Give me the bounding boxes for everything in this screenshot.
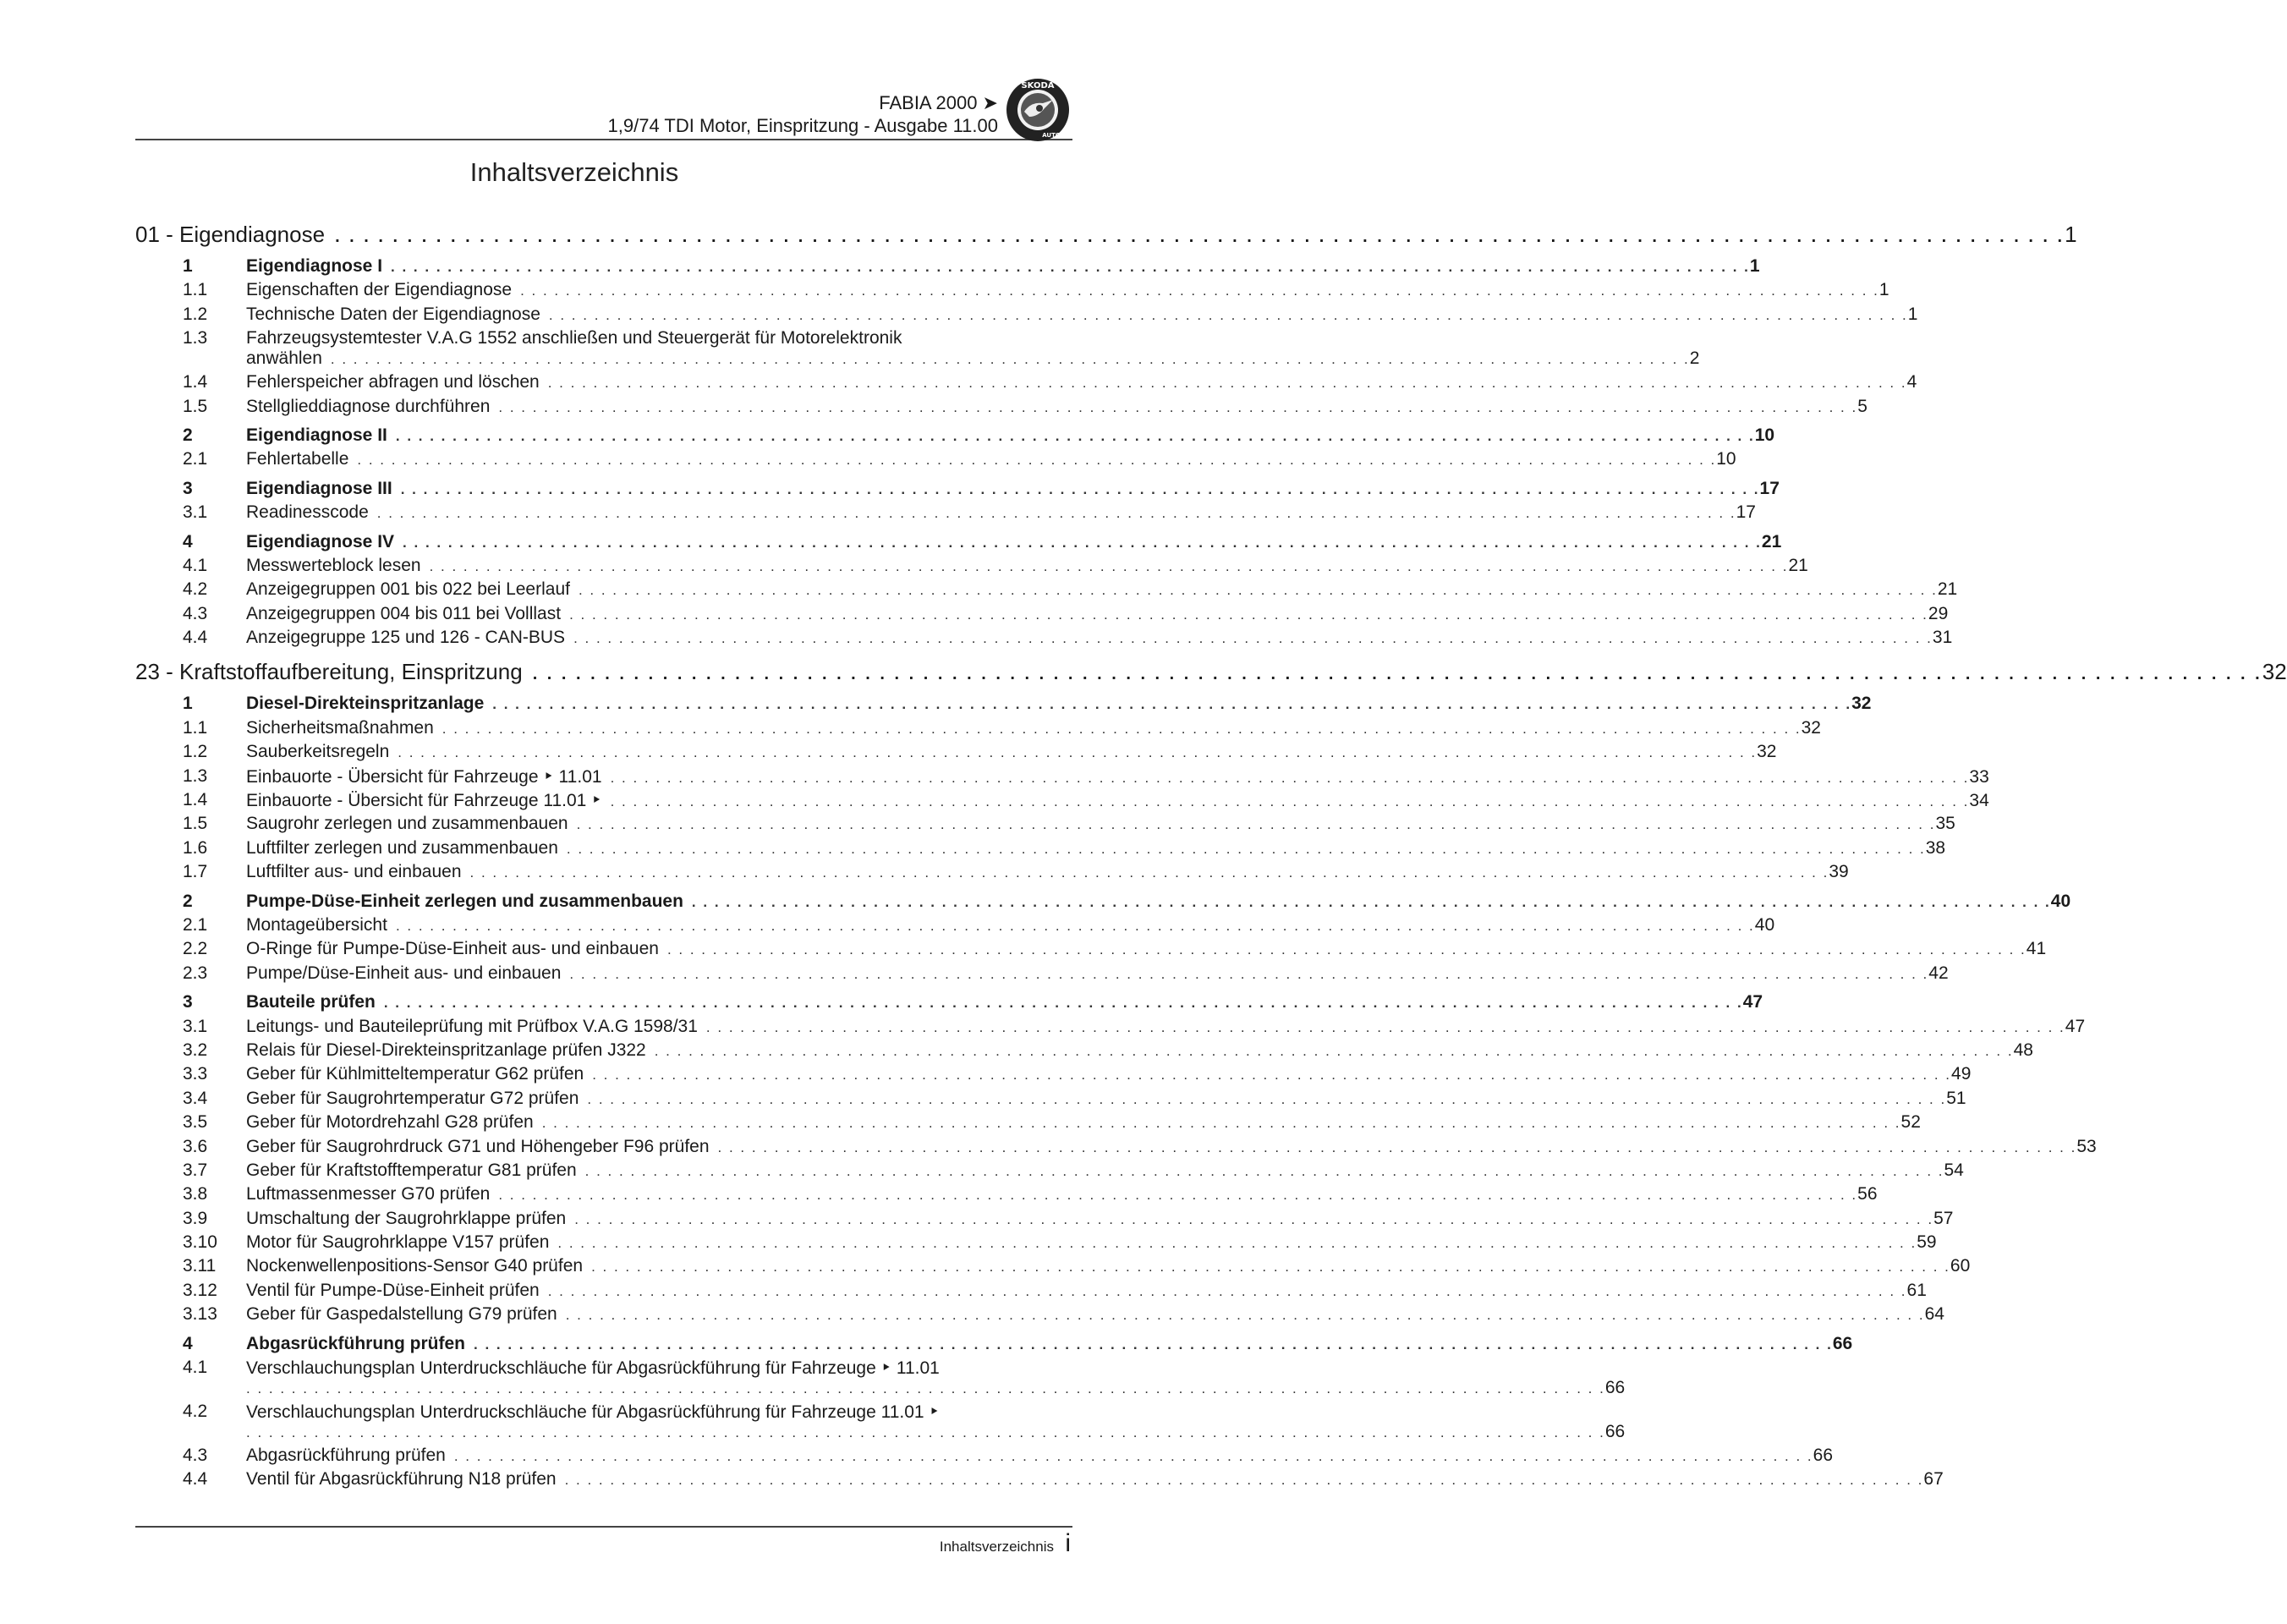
- entry-page: 21: [1788, 555, 1808, 575]
- entry-title: Eigendiagnose II: [246, 425, 387, 445]
- entry-line: [246, 790, 1989, 811]
- entry-line: [246, 1280, 1927, 1301]
- subsection-entry: [135, 1086, 1966, 1110]
- entry-page: 17: [1759, 478, 1780, 498]
- entry-title: Eigenschaften der Eigendiagnose: [246, 280, 513, 300]
- entry-line: [246, 478, 1780, 499]
- entry-line: [246, 1040, 2033, 1061]
- entry-number: 3.2: [183, 1040, 208, 1060]
- dot-leader: . . . . . . . . . . . . . . . . . . . . . . . . . . . . . . . . . . . . . . . . . . . . . . . . . . . . . . . . . . . . . . . . . . . . . . . . . . . . . . . . . . . . . . . . . . . . . . . . . . . . . . . . . . . . . . . . . . . . . . . .: [592, 1067, 1952, 1084]
- entry-number: 2.3: [183, 963, 208, 983]
- dot-leader: . . . . . . . . . . . . . . . . . . . . . . . . . . . . . . . . . . . . . . . . . . . . . . . . . . . . . . . . . . . . . . . . . . . . . . . . . . . . . . . . . . . . . . . . . . . . . . . . . . . . . . . . . . . . . . . . . . . . . . . .: [569, 965, 1929, 982]
- entry-page: 56: [1857, 1184, 1878, 1204]
- dot-leader: . . . . . . . . . . . . . . . . . . . . . . . . . . . . . . . . . . . . . . . . . . . . . . . . . . . . . . . . . . . . . . . . . . . . . . . . . . . . . . . . . . . . . . . . . . . . . . . . . . . . . . . . . . . . . . . . . . . . . . . .: [395, 917, 1755, 934]
- entry-page: 59: [1917, 1232, 1937, 1253]
- entry-title: Fehlerspeicher abfragen und löschen: [246, 372, 540, 392]
- entry-line: [246, 425, 1775, 446]
- entry-title-continued: anwählen: [246, 348, 322, 369]
- entry-page: 41: [2026, 939, 2047, 959]
- svg-text:AUTO: AUTO: [1042, 132, 1061, 139]
- entry-line: [246, 372, 1917, 392]
- entry-page: 67: [1923, 1469, 1944, 1490]
- entry-number: 4.2: [183, 579, 208, 600]
- subsection-entry: [135, 739, 1777, 763]
- entry-line: [246, 1136, 2097, 1157]
- entry-title: Pumpe-Düse-Einheit zerlegen und zusammenbauen: [246, 891, 683, 911]
- entry-number: 3.11: [183, 1256, 217, 1276]
- section-entry: [135, 254, 1760, 277]
- subsection-entry: [135, 1134, 2097, 1158]
- entry-number: 4: [183, 531, 193, 551]
- entry-title: Technische Daten der Eigendiagnose: [246, 304, 540, 324]
- entry-line: [246, 963, 1949, 984]
- entry-page: 51: [1946, 1088, 1966, 1108]
- entry-line: [246, 1232, 1937, 1253]
- entry-number: 1.2: [183, 742, 208, 762]
- entry-line: [246, 1333, 1853, 1354]
- entry-number: 3.1: [183, 1016, 208, 1036]
- entry-line: [246, 1378, 1626, 1398]
- dot-leader: . . . . . . . . . . . . . . . . . . . . . . . . . . . . . . . . . . . . . . . . . . . . . . . . . . . . . . . . . . . . . . . . . . . . . . . . . . . . . . . . . . . . . . . . . . . . . . . . . . . . . . . . . . . . . . . . . . . . . . . .: [335, 228, 2065, 246]
- dot-leader: . . . . . . . . . . . . . . . . . . . . . . . . . . . . . . . . . . . . . . . . . . . . . . . . . . . . . . . . . . . . . . . . . . . . . . . . . . . . . . . . . . . . . . . . . . . . . . . . . . . . . . . . . . . . . . . . . . . . . . . .: [532, 665, 2262, 684]
- footer-rule: [135, 1526, 1072, 1528]
- entry-number: 3.10: [183, 1232, 217, 1253]
- dot-leader: . . . . . . . . . . . . . . . . . . . . . . . . . . . . . . . . . . . . . . . . . . . . . . . . . . . . . . . . . . . . . . . . . . . . . . . . . . . . . . . . . . . . . . . . . . . . . . . . . . . . . . . . . . . . . . . . . . . . . . . .: [547, 1282, 1907, 1299]
- entry-line: [246, 579, 1958, 600]
- dot-leader: . . . . . . . . . . . . . . . . . . . . . . . . . . . . . . . . . . . . . . . . . . . . . . . . . . . . . . . . . . . . . . . . . . . . . . . . . . . . . . . . . . . . . . . . . . . . . . . . . . . . . . . . . . . . . . . . . . . . . . . .: [357, 452, 1717, 469]
- entry-line: [246, 603, 1949, 624]
- chapter-heading: [135, 220, 2077, 254]
- subsection-entry: [135, 500, 1756, 524]
- dot-leader: . . . . . . . . . . . . . . . . . . . . . . . . . . . . . . . . . . . . . . . . . . . . . . . . . . . . . . . . . . . . . . . . . . . . . . . . . . . . . . . . . . . . . . . . . . . . . . . . . . . . . . . . . . . . . . . . . . . . . . . .: [569, 606, 1928, 623]
- entry-page: 42: [1928, 963, 1949, 983]
- entry-line: [246, 1088, 1966, 1109]
- entry-page: 34: [1969, 791, 1989, 811]
- entry-number: 3: [183, 992, 193, 1012]
- entry-page: 21: [1937, 579, 1958, 600]
- entry-page: 60: [1950, 1256, 1971, 1276]
- subsection-entry: [135, 913, 1775, 936]
- entry-number: 1.1: [183, 280, 208, 300]
- entry-title: Verschlauchungsplan Unterdruckschläuche für Abgasrückführung für Fahrzeuge 11.01 ‣: [246, 1402, 940, 1423]
- entry-number: 3.12: [183, 1280, 217, 1300]
- subsection-entry: [135, 764, 1989, 787]
- dot-leader: . . . . . . . . . . . . . . . . . . . . . . . . . . . . . . . . . . . . . . . . . . . . . . . . . . . . . . . . . . . . . . . . . . . . . . . . . . . . . . . . . . . . . . . . . . . . . . . . . . . . . . . . . . . . . . . . . . . . . . . .: [429, 557, 1789, 574]
- entry-number: 2: [183, 425, 193, 445]
- skoda-logo: [1006, 78, 1070, 142]
- entry-number: 1.5: [183, 396, 208, 416]
- entry-number: 3.3: [183, 1064, 208, 1084]
- entry-page: 29: [1928, 603, 1949, 623]
- entry-number: 1.7: [183, 862, 208, 882]
- entry-line: [246, 628, 1953, 648]
- entry-number: 1.4: [183, 790, 208, 810]
- entry-title: Luftmassenmesser G70 prüfen: [246, 1184, 491, 1204]
- entry-title: Geber für Motordrehzahl G28 prüfen: [246, 1112, 534, 1133]
- entry-line: [246, 449, 1736, 469]
- entry-page: 57: [1933, 1208, 1954, 1228]
- entry-line: [246, 742, 1777, 762]
- entry-line: [246, 1184, 1878, 1204]
- entry-number: 4.1: [183, 555, 208, 575]
- subsection-entry: [135, 625, 1953, 649]
- entry-line: [246, 1422, 1626, 1442]
- entry-line: [246, 914, 1775, 935]
- entry-number: 1: [183, 256, 193, 276]
- dot-leader: . . . . . . . . . . . . . . . . . . . . . . . . . . . . . . . . . . . . . . . . . . . . . . . . . . . . . . . . . . . . . . . . . . . . . . . . . . . . . . . . . . . . . . . . . . . . . . . . . . . . . . . . . . . . . . . . . . . . . . . .: [469, 864, 1829, 881]
- entry-number: 3.9: [183, 1208, 208, 1228]
- entry-number: 2.1: [183, 914, 208, 935]
- dot-leader: . . . . . . . . . . . . . . . . . . . . . . . . . . . . . . . . . . . . . . . . . . . . . . . . . . . . . . . . . . . . . . . . . . . . . . . . . . . . . . . . . . . . . . . . . . . . . . . . . . . . . . . . . . . . . . . . . . . . . . . .: [492, 696, 1852, 713]
- entry-line: [246, 1446, 1834, 1466]
- subsection-entry: [135, 394, 1867, 418]
- entry-title: Eigendiagnose III: [246, 478, 392, 498]
- entry-title: Geber für Saugrohrdruck G71 und Höhengeber F96 prüfen: [246, 1136, 710, 1156]
- entry-title: Readinesscode: [246, 502, 369, 523]
- dot-leader: . . . . . . . . . . . . . . . . . . . . . . . . . . . . . . . . . . . . . . . . . . . . . . . . . . . . . . . . . . . . . . . . . . . . . . . . . . . . . . . . . . . . . . . . . . . . . . . . . . . . . . . . . . . . . . . . . . . . . . . .: [691, 893, 2051, 910]
- entry-line: [246, 256, 1760, 277]
- entry-page: 53: [2076, 1136, 2097, 1156]
- entry-title: Luftfilter aus- und einbauen: [246, 862, 462, 882]
- header-subtitle: 1,9/74 TDI Motor, Einspritzung - Ausgabe 11.00: [607, 115, 998, 136]
- entry-title: Fahrzeugsystemtester V.A.G 1552 anschließen und Steuergerät für Motorelektronik: [246, 328, 902, 348]
- dot-leader: . . . . . . . . . . . . . . . . . . . . . . . . . . . . . . . . . . . . . . . . . . . . . . . . . . . . . . . . . . . . . . . . . . . . . . . . . . . . . . . . . . . . . . . . . . . . . . . . . . . . . . . . . . . . . . . . . . . . . . . .: [246, 1424, 1605, 1441]
- entry-title: Relais für Diesel-Direkteinspritzanlage prüfen J322: [246, 1040, 646, 1060]
- entry-title: Motor für Saugrohrklappe V157 prüfen: [246, 1232, 550, 1253]
- chapter-title: 01 - Eigendiagnose: [135, 222, 326, 247]
- entry-number: 3.13: [183, 1304, 217, 1325]
- entry-page: 21: [1761, 531, 1782, 551]
- entry-title: Luftfilter zerlegen und zusammenbauen: [246, 837, 558, 858]
- entry-number: 1.3: [183, 765, 208, 786]
- section-entry: [135, 990, 1763, 1013]
- entry-page: 61: [1906, 1280, 1927, 1300]
- subsection-entry: [135, 1443, 1834, 1467]
- entry-line: [246, 555, 1808, 576]
- entry-line: [246, 939, 2047, 959]
- dot-leader: . . . . . . . . . . . . . . . . . . . . . . . . . . . . . . . . . . . . . . . . . . . . . . . . . . . . . . . . . . . . . . . . . . . . . . . . . . . . . . . . . . . . . . . . . . . . . . . . . . . . . . . . . . . . . . . . . . . . . . . .: [578, 582, 1938, 599]
- entry-page: 10: [1716, 449, 1736, 469]
- entry-line: [246, 717, 1821, 738]
- entry-page: 40: [1754, 914, 1775, 935]
- entry-page: 1: [1907, 304, 1918, 324]
- entry-title: Sauberkeitsregeln: [246, 742, 390, 762]
- entry-page: 5: [1857, 396, 1867, 416]
- entry-line: [246, 1112, 1921, 1133]
- entry-title: Geber für Saugrohrtemperatur G72 prüfen: [246, 1088, 579, 1108]
- entry-line: [246, 992, 1763, 1012]
- subsection-entry: [135, 1278, 1927, 1302]
- section-entry: [135, 1331, 1853, 1355]
- chapter-title: 23 - Kraftstoffaufbereitung, Einspritzung: [135, 659, 523, 685]
- dot-leader: . . . . . . . . . . . . . . . . . . . . . . . . . . . . . . . . . . . . . . . . . . . . . . . . . . . . . . . . . . . . . . . . . . . . . . . . . . . . . . . . . . . . . . . . . . . . . . . . . . . . . . . . . . . . . . . . . . . . . . . .: [246, 1380, 1605, 1397]
- entry-page: 48: [2013, 1040, 2033, 1060]
- subsection-entry: [135, 1467, 1944, 1490]
- dot-leader: . . . . . . . . . . . . . . . . . . . . . . . . . . . . . . . . . . . . . . . . . . . . . . . . . . . . . . . . . . . . . . . . . . . . . . . . . . . . . . . . . . . . . . . . . . . . . . . . . . . . . . . . . . . . . . . . . . . . . . . .: [666, 941, 2026, 958]
- entry-title: Einbauorte - Übersicht für Fahrzeuge ‣ 11.01: [246, 766, 602, 787]
- subsection-entry: [135, 1399, 1626, 1443]
- entry-line: [246, 1304, 1944, 1325]
- entry-number: 4.1: [183, 1358, 208, 1378]
- subsection-entry: [135, 1254, 1971, 1277]
- subsection-entry: [135, 302, 1918, 326]
- entry-title: Eigendiagnose IV: [246, 531, 395, 551]
- entry-title: Nockenwellenpositions-Sensor G40 prüfen: [246, 1256, 584, 1276]
- chapter-page: 32: [2262, 659, 2287, 685]
- dot-leader: . . . . . . . . . . . . . . . . . . . . . . . . . . . . . . . . . . . . . . . . . . . . . . . . . . . . . . . . . . . . . . . . . . . . . . . . . . . . . . . . . . . . . . . . . . . . . . . . . . . . . . . . . . . . . . . . . . . . . . . .: [398, 744, 1758, 761]
- chapter-page: 1: [2065, 222, 2077, 247]
- chapter-line: [135, 222, 2077, 248]
- subsection-entry: [135, 1158, 1964, 1182]
- entry-page: 49: [1951, 1064, 1972, 1084]
- entry-title: Anzeigegruppen 001 bis 022 bei Leerlauf: [246, 579, 570, 600]
- entry-page: 32: [1801, 717, 1821, 738]
- dot-leader: . . . . . . . . . . . . . . . . . . . . . . . . . . . . . . . . . . . . . . . . . . . . . . . . . . . . . . . . . . . . . . . . . . . . . . . . . . . . . . . . . . . . . . . . . . . . . . . . . . . . . . . . . . . . . . . . . . . . . . . .: [330, 351, 1690, 368]
- dot-leader: . . . . . . . . . . . . . . . . . . . . . . . . . . . . . . . . . . . . . . . . . . . . . . . . . . . . . . . . . . . . . . . . . . . . . . . . . . . . . . . . . . . . . . . . . . . . . . . . . . . . . . . . . . . . . . . . . . . . . . . .: [520, 283, 1879, 299]
- subsection-entry: [135, 577, 1958, 601]
- entry-number: 2.1: [183, 449, 208, 469]
- entry-title: Ventil für Pumpe-Düse-Einheit prüfen: [246, 1280, 540, 1300]
- entry-number: 3.8: [183, 1184, 208, 1204]
- entry-number: 4.3: [183, 1446, 208, 1466]
- entry-page: 66: [1604, 1422, 1626, 1442]
- entry-title: Montageübersicht: [246, 914, 387, 935]
- dot-leader: . . . . . . . . . . . . . . . . . . . . . . . . . . . . . . . . . . . . . . . . . . . . . . . . . . . . . . . . . . . . . . . . . . . . . . . . . . . . . . . . . . . . . . . . . . . . . . . . . . . . . . . . . . . . . . . . . . . . . . . .: [574, 1210, 1934, 1227]
- entry-page: 4: [1906, 372, 1917, 392]
- dot-leader: . . . . . . . . . . . . . . . . . . . . . . . . . . . . . . . . . . . . . . . . . . . . . . . . . . . . . . . . . . . . . . . . . . . . . . . . . . . . . . . . . . . . . . . . . . . . . . . . . . . . . . . . . . . . . . . . . . . . . . . .: [591, 1259, 1950, 1276]
- entry-number: 1.1: [183, 717, 208, 738]
- section-entry: [135, 529, 1782, 553]
- entry-title: Umschaltung der Saugrohrklappe prüfen: [246, 1208, 567, 1228]
- dot-leader: . . . . . . . . . . . . . . . . . . . . . . . . . . . . . . . . . . . . . . . . . . . . . . . . . . . . . . . . . . . . . . . . . . . . . . . . . . . . . . . . . . . . . . . . . . . . . . . . . . . . . . . . . . . . . . . . . . . . . . . .: [705, 1018, 2065, 1035]
- table-of-contents: [135, 220, 2287, 1491]
- subsection-entry: [135, 1062, 1972, 1085]
- entry-number: 1.3: [183, 328, 208, 348]
- chapter-line: [135, 659, 2287, 685]
- subsection-entry: [135, 277, 1889, 301]
- dot-leader: . . . . . . . . . . . . . . . . . . . . . . . . . . . . . . . . . . . . . . . . . . . . . . . . . . . . . . . . . . . . . . . . . . . . . . . . . . . . . . . . . . . . . . . . . . . . . . . . . . . . . . . . . . . . . . . . . . . . . . . .: [564, 1472, 1924, 1489]
- entry-line: [246, 1016, 2086, 1037]
- subsection-entry: [135, 787, 1989, 811]
- header-rule: [135, 139, 1072, 140]
- entry-line: [246, 814, 1955, 834]
- entry-line: [246, 694, 1872, 714]
- subsection-entry: [135, 716, 1821, 739]
- entry-line: [246, 891, 2071, 912]
- dot-leader: . . . . . . . . . . . . . . . . . . . . . . . . . . . . . . . . . . . . . . . . . . . . . . . . . . . . . . . . . . . . . . . . . . . . . . . . . . . . . . . . . . . . . . . . . . . . . . . . . . . . . . . . . . . . . . . . . . . . . . . .: [584, 1162, 1944, 1179]
- entry-number: 4.4: [183, 628, 208, 648]
- entry-line: [246, 280, 1889, 300]
- entry-line: [246, 1160, 1964, 1181]
- subsection-entry: [135, 836, 1946, 859]
- entry-title: Geber für Gaspedalstellung G79 prüfen: [246, 1304, 557, 1325]
- entry-number: 3.6: [183, 1136, 208, 1156]
- entry-number: 2.2: [183, 939, 208, 959]
- entry-page: 66: [1604, 1378, 1626, 1398]
- entry-title: Stellglieddiagnose durchführen: [246, 396, 491, 416]
- dot-leader: . . . . . . . . . . . . . . . . . . . . . . . . . . . . . . . . . . . . . . . . . . . . . . . . . . . . . . . . . . . . . . . . . . . . . . . . . . . . . . . . . . . . . . . . . . . . . . . . . . . . . . . . . . . . . . . . . . . . . . . .: [717, 1138, 2077, 1155]
- dot-leader: . . . . . . . . . . . . . . . . . . . . . . . . . . . . . . . . . . . . . . . . . . . . . . . . . . . . . . . . . . . . . . . . . . . . . . . . . . . . . . . . . . . . . . . . . . . . . . . . . . . . . . . . . . . . . . . . . . . . . . . .: [576, 816, 1936, 833]
- subsection-entry: [135, 859, 1849, 883]
- entry-title: Geber für Kraftstofftemperatur G81 prüfen: [246, 1160, 577, 1180]
- entry-page: 66: [1832, 1333, 1853, 1353]
- entry-page: 1: [1749, 256, 1760, 276]
- entry-line: [246, 304, 1918, 325]
- dot-leader: . . . . . . . . . . . . . . . . . . . . . . . . . . . . . . . . . . . . . . . . . . . . . . . . . . . . . . . . . . . . . . . . . . . . . . . . . . . . . . . . . . . . . . . . . . . . . . . . . . . . . . . . . . . . . . . . . . . . . . . .: [548, 306, 1908, 323]
- subsection-entry: [135, 961, 1949, 985]
- subsection-entry: [135, 1230, 1937, 1254]
- entry-line: [246, 1256, 1971, 1276]
- subsection-entry: [135, 326, 1700, 370]
- subsection-entry: [135, 1355, 1626, 1399]
- dot-leader: . . . . . . . . . . . . . . . . . . . . . . . . . . . . . . . . . . . . . . . . . . . . . . . . . . . . . . . . . . . . . . . . . . . . . . . . . . . . . . . . . . . . . . . . . . . . . . . . . . . . . . . . . . . . . . . . . . . . . . . .: [557, 1235, 1917, 1252]
- entry-page: 38: [1925, 837, 1946, 858]
- svg-text:ŠKODA: ŠKODA: [1021, 81, 1055, 91]
- entry-page: 40: [2050, 891, 2071, 911]
- entry-title: Sicherheitsmaßnahmen: [246, 717, 434, 738]
- entry-title: Messwerteblock lesen: [246, 555, 421, 575]
- dot-leader: . . . . . . . . . . . . . . . . . . . . . . . . . . . . . . . . . . . . . . . . . . . . . . . . . . . . . . . . . . . . . . . . . . . . . . . . . . . . . . . . . . . . . . . . . . . . . . . . . . . . . . . . . . . . . . . . . . . . . . . .: [383, 995, 1743, 1012]
- entry-title: Diesel-Direkteinspritzanlage: [246, 694, 485, 714]
- footer-page-number: i: [1065, 1529, 1071, 1557]
- subsection-entry: [135, 447, 1736, 470]
- subsection-entry: [135, 1038, 2033, 1062]
- entry-page: 2: [1689, 348, 1700, 369]
- section-entry: [135, 423, 1775, 447]
- entry-line: [246, 766, 1989, 787]
- entry-line: [246, 1064, 1972, 1084]
- entry-title: Fehlertabelle: [246, 449, 349, 469]
- entry-title: Anzeigegruppen 004 bis 011 bei Volllast: [246, 603, 562, 623]
- dot-leader: . . . . . . . . . . . . . . . . . . . . . . . . . . . . . . . . . . . . . . . . . . . . . . . . . . . . . . . . . . . . . . . . . . . . . . . . . . . . . . . . . . . . . . . . . . . . . . . . . . . . . . . . . . . . . . . . . . . . . . . .: [395, 427, 1755, 444]
- entry-number: 4.2: [183, 1402, 208, 1422]
- entry-page: 32: [1851, 694, 1872, 714]
- subsection-entry: [135, 811, 1955, 835]
- dot-leader: . . . . . . . . . . . . . . . . . . . . . . . . . . . . . . . . . . . . . . . . . . . . . . . . . . . . . . . . . . . . . . . . . . . . . . . . . . . . . . . . . . . . . . . . . . . . . . . . . . . . . . . . . . . . . . . . . . . . . . . .: [400, 480, 1760, 497]
- entry-page: 47: [1742, 992, 1763, 1012]
- entry-page: 10: [1754, 425, 1775, 445]
- entry-line: [246, 1208, 1954, 1229]
- entry-number: 4: [183, 1333, 193, 1353]
- section-entry: [135, 476, 1780, 500]
- entry-title: Pumpe/Düse-Einheit aus- und einbauen: [246, 963, 562, 983]
- entry-title: Abgasrückführung prüfen: [246, 1333, 466, 1353]
- dot-leader: . . . . . . . . . . . . . . . . . . . . . . . . . . . . . . . . . . . . . . . . . . . . . . . . . . . . . . . . . . . . . . . . . . . . . . . . . . . . . . . . . . . . . . . . . . . . . . . . . . . . . . . . . . . . . . . . . . . . . . . .: [654, 1042, 2014, 1059]
- dot-leader: . . . . . . . . . . . . . . . . . . . . . . . . . . . . . . . . . . . . . . . . . . . . . . . . . . . . . . . . . . . . . . . . . . . . . . . . . . . . . . . . . . . . . . . . . . . . . . . . . . . . . . . . . . . . . . . . . . . . . . . .: [573, 630, 1933, 647]
- entry-number: 4.3: [183, 603, 208, 623]
- dot-leader: . . . . . . . . . . . . . . . . . . . . . . . . . . . . . . . . . . . . . . . . . . . . . . . . . . . . . . . . . . . . . . . . . . . . . . . . . . . . . . . . . . . . . . . . . . . . . . . . . . . . . . . . . . . . . . . . . . . . . . . .: [441, 720, 1802, 737]
- entry-page: 31: [1932, 628, 1953, 648]
- entry-page: 1: [1878, 280, 1889, 300]
- dot-leader: . . . . . . . . . . . . . . . . . . . . . . . . . . . . . . . . . . . . . . . . . . . . . . . . . . . . . . . . . . . . . . . . . . . . . . . . . . . . . . . . . . . . . . . . . . . . . . . . . . . . . . . . . . . . . . . . . . . . . . . .: [453, 1448, 1813, 1465]
- entry-title: Ventil für Abgasrückführung N18 prüfen: [246, 1469, 557, 1490]
- entry-title: Geber für Kühlmitteltemperatur G62 prüfen: [246, 1064, 584, 1084]
- entry-line: [246, 348, 1700, 369]
- entry-page: 35: [1935, 814, 1955, 834]
- entry-title: Einbauorte - Übersicht für Fahrzeuge 11.01 ‣: [246, 791, 602, 811]
- entry-page: 47: [2065, 1016, 2086, 1036]
- entry-number: 2: [183, 891, 193, 911]
- dot-leader: . . . . . . . . . . . . . . . . . . . . . . . . . . . . . . . . . . . . . . . . . . . . . . . . . . . . . . . . . . . . . . . . . . . . . . . . . . . . . . . . . . . . . . . . . . . . . . . . . . . . . . . . . . . . . . . . . . . . . . . .: [610, 769, 1970, 786]
- dot-leader: . . . . . . . . . . . . . . . . . . . . . . . . . . . . . . . . . . . . . . . . . . . . . . . . . . . . . . . . . . . . . . . . . . . . . . . . . . . . . . . . . . . . . . . . . . . . . . . . . . . . . . . . . . . . . . . . . . . . . . . .: [541, 1115, 1901, 1132]
- entry-title: Bauteile prüfen: [246, 992, 376, 1012]
- dot-leader: . . . . . . . . . . . . . . . . . . . . . . . . . . . . . . . . . . . . . . . . . . . . . . . . . . . . . . . . . . . . . . . . . . . . . . . . . . . . . . . . . . . . . . . . . . . . . . . . . . . . . . . . . . . . . . . . . . . . . . . .: [403, 534, 1762, 551]
- section-entry: [135, 889, 2071, 913]
- entry-line: [246, 837, 1946, 859]
- entry-line: [246, 862, 1849, 882]
- entry-number: 3.5: [183, 1112, 208, 1133]
- entry-number: 1.4: [183, 372, 208, 392]
- entry-number: 1: [183, 694, 193, 714]
- entry-title: Eigendiagnose I: [246, 256, 383, 276]
- subsection-entry: [135, 1014, 2086, 1038]
- entry-line: [246, 1469, 1944, 1490]
- dot-leader: . . . . . . . . . . . . . . . . . . . . . . . . . . . . . . . . . . . . . . . . . . . . . . . . . . . . . . . . . . . . . . . . . . . . . . . . . . . . . . . . . . . . . . . . . . . . . . . . . . . . . . . . . . . . . . . . . . . . . . . .: [474, 1336, 1833, 1352]
- chapter-heading: [135, 657, 2287, 691]
- header-model: FABIA 2000 ➤: [879, 92, 998, 113]
- subsection-entry: [135, 553, 1808, 577]
- entry-page: 39: [1829, 862, 1849, 882]
- entry-page: 52: [1900, 1112, 1921, 1133]
- entry-page: 54: [1944, 1160, 1964, 1180]
- entry-number: 1.2: [183, 304, 208, 324]
- entry-page: 17: [1736, 502, 1756, 523]
- subsection-entry: [135, 1302, 1944, 1325]
- subsection-entry: [135, 936, 2047, 960]
- entry-title: O-Ringe für Pumpe-Düse-Einheit aus- und einbauen: [246, 939, 659, 959]
- entry-page: 64: [1924, 1304, 1944, 1325]
- dot-leader: . . . . . . . . . . . . . . . . . . . . . . . . . . . . . . . . . . . . . . . . . . . . . . . . . . . . . . . . . . . . . . . . . . . . . . . . . . . . . . . . . . . . . . . . . . . . . . . . . . . . . . . . . . . . . . . . . . . . . . . .: [547, 375, 1907, 392]
- entry-line: [246, 531, 1782, 552]
- entry-line: [246, 396, 1867, 417]
- footer-label: Inhaltsverzeichnis: [939, 1539, 1054, 1555]
- header-text: [608, 91, 998, 137]
- entry-number: 4.4: [183, 1469, 208, 1490]
- dot-leader: . . . . . . . . . . . . . . . . . . . . . . . . . . . . . . . . . . . . . . . . . . . . . . . . . . . . . . . . . . . . . . . . . . . . . . . . . . . . . . . . . . . . . . . . . . . . . . . . . . . . . . . . . . . . . . . . . . . . . . . .: [376, 505, 1736, 522]
- dot-leader: . . . . . . . . . . . . . . . . . . . . . . . . . . . . . . . . . . . . . . . . . . . . . . . . . . . . . . . . . . . . . . . . . . . . . . . . . . . . . . . . . . . . . . . . . . . . . . . . . . . . . . . . . . . . . . . . . . . . . . . .: [566, 840, 1926, 857]
- dot-leader: . . . . . . . . . . . . . . . . . . . . . . . . . . . . . . . . . . . . . . . . . . . . . . . . . . . . . . . . . . . . . . . . . . . . . . . . . . . . . . . . . . . . . . . . . . . . . . . . . . . . . . . . . . . . . . . . . . . . . . . .: [498, 1187, 1858, 1204]
- section-entry: [135, 691, 1872, 715]
- dot-leader: . . . . . . . . . . . . . . . . . . . . . . . . . . . . . . . . . . . . . . . . . . . . . . . . . . . . . . . . . . . . . . . . . . . . . . . . . . . . . . . . . . . . . . . . . . . . . . . . . . . . . . . . . . . . . . . . . . . . . . . .: [565, 1307, 1925, 1324]
- subsection-entry: [135, 1182, 1878, 1205]
- entry-number: 3.7: [183, 1160, 208, 1180]
- entry-title: Anzeigegruppe 125 und 126 - CAN-BUS: [246, 628, 566, 648]
- entry-title: Leitungs- und Bauteileprüfung mit Prüfbox V.A.G 1598/31: [246, 1016, 698, 1036]
- subsection-entry: [135, 1206, 1954, 1230]
- dot-leader: . . . . . . . . . . . . . . . . . . . . . . . . . . . . . . . . . . . . . . . . . . . . . . . . . . . . . . . . . . . . . . . . . . . . . . . . . . . . . . . . . . . . . . . . . . . . . . . . . . . . . . . . . . . . . . . . . . . . . . . .: [610, 793, 1970, 810]
- page-title: Inhaltsverzeichnis: [469, 157, 679, 187]
- entry-number: 3: [183, 478, 193, 498]
- dot-leader: . . . . . . . . . . . . . . . . . . . . . . . . . . . . . . . . . . . . . . . . . . . . . . . . . . . . . . . . . . . . . . . . . . . . . . . . . . . . . . . . . . . . . . . . . . . . . . . . . . . . . . . . . . . . . . . . . . . . . . . .: [587, 1090, 1947, 1107]
- subsection-entry: [135, 370, 1917, 393]
- entry-number: 1.5: [183, 814, 208, 834]
- subsection-entry: [135, 601, 1949, 625]
- entry-number: 3.4: [183, 1088, 208, 1108]
- entry-title: Saugrohr zerlegen und zusammenbauen: [246, 814, 568, 834]
- entry-number: 3.1: [183, 502, 208, 523]
- subsection-entry: [135, 1110, 1921, 1133]
- entry-number: 1.6: [183, 837, 208, 858]
- entry-title: Abgasrückführung prüfen: [246, 1446, 446, 1466]
- dot-leader: . . . . . . . . . . . . . . . . . . . . . . . . . . . . . . . . . . . . . . . . . . . . . . . . . . . . . . . . . . . . . . . . . . . . . . . . . . . . . . . . . . . . . . . . . . . . . . . . . . . . . . . . . . . . . . . . . . . . . . . .: [391, 259, 1750, 275]
- entry-page: 66: [1813, 1446, 1834, 1466]
- dot-leader: . . . . . . . . . . . . . . . . . . . . . . . . . . . . . . . . . . . . . . . . . . . . . . . . . . . . . . . . . . . . . . . . . . . . . . . . . . . . . . . . . . . . . . . . . . . . . . . . . . . . . . . . . . . . . . . . . . . . . . . .: [498, 398, 1858, 415]
- entry-line: [246, 502, 1756, 523]
- entry-page: 32: [1757, 742, 1777, 762]
- entry-page: 33: [1969, 766, 1989, 787]
- entry-title: Verschlauchungsplan Unterdruckschläuche für Abgasrückführung für Fahrzeuge ‣ 11.01: [246, 1358, 940, 1379]
